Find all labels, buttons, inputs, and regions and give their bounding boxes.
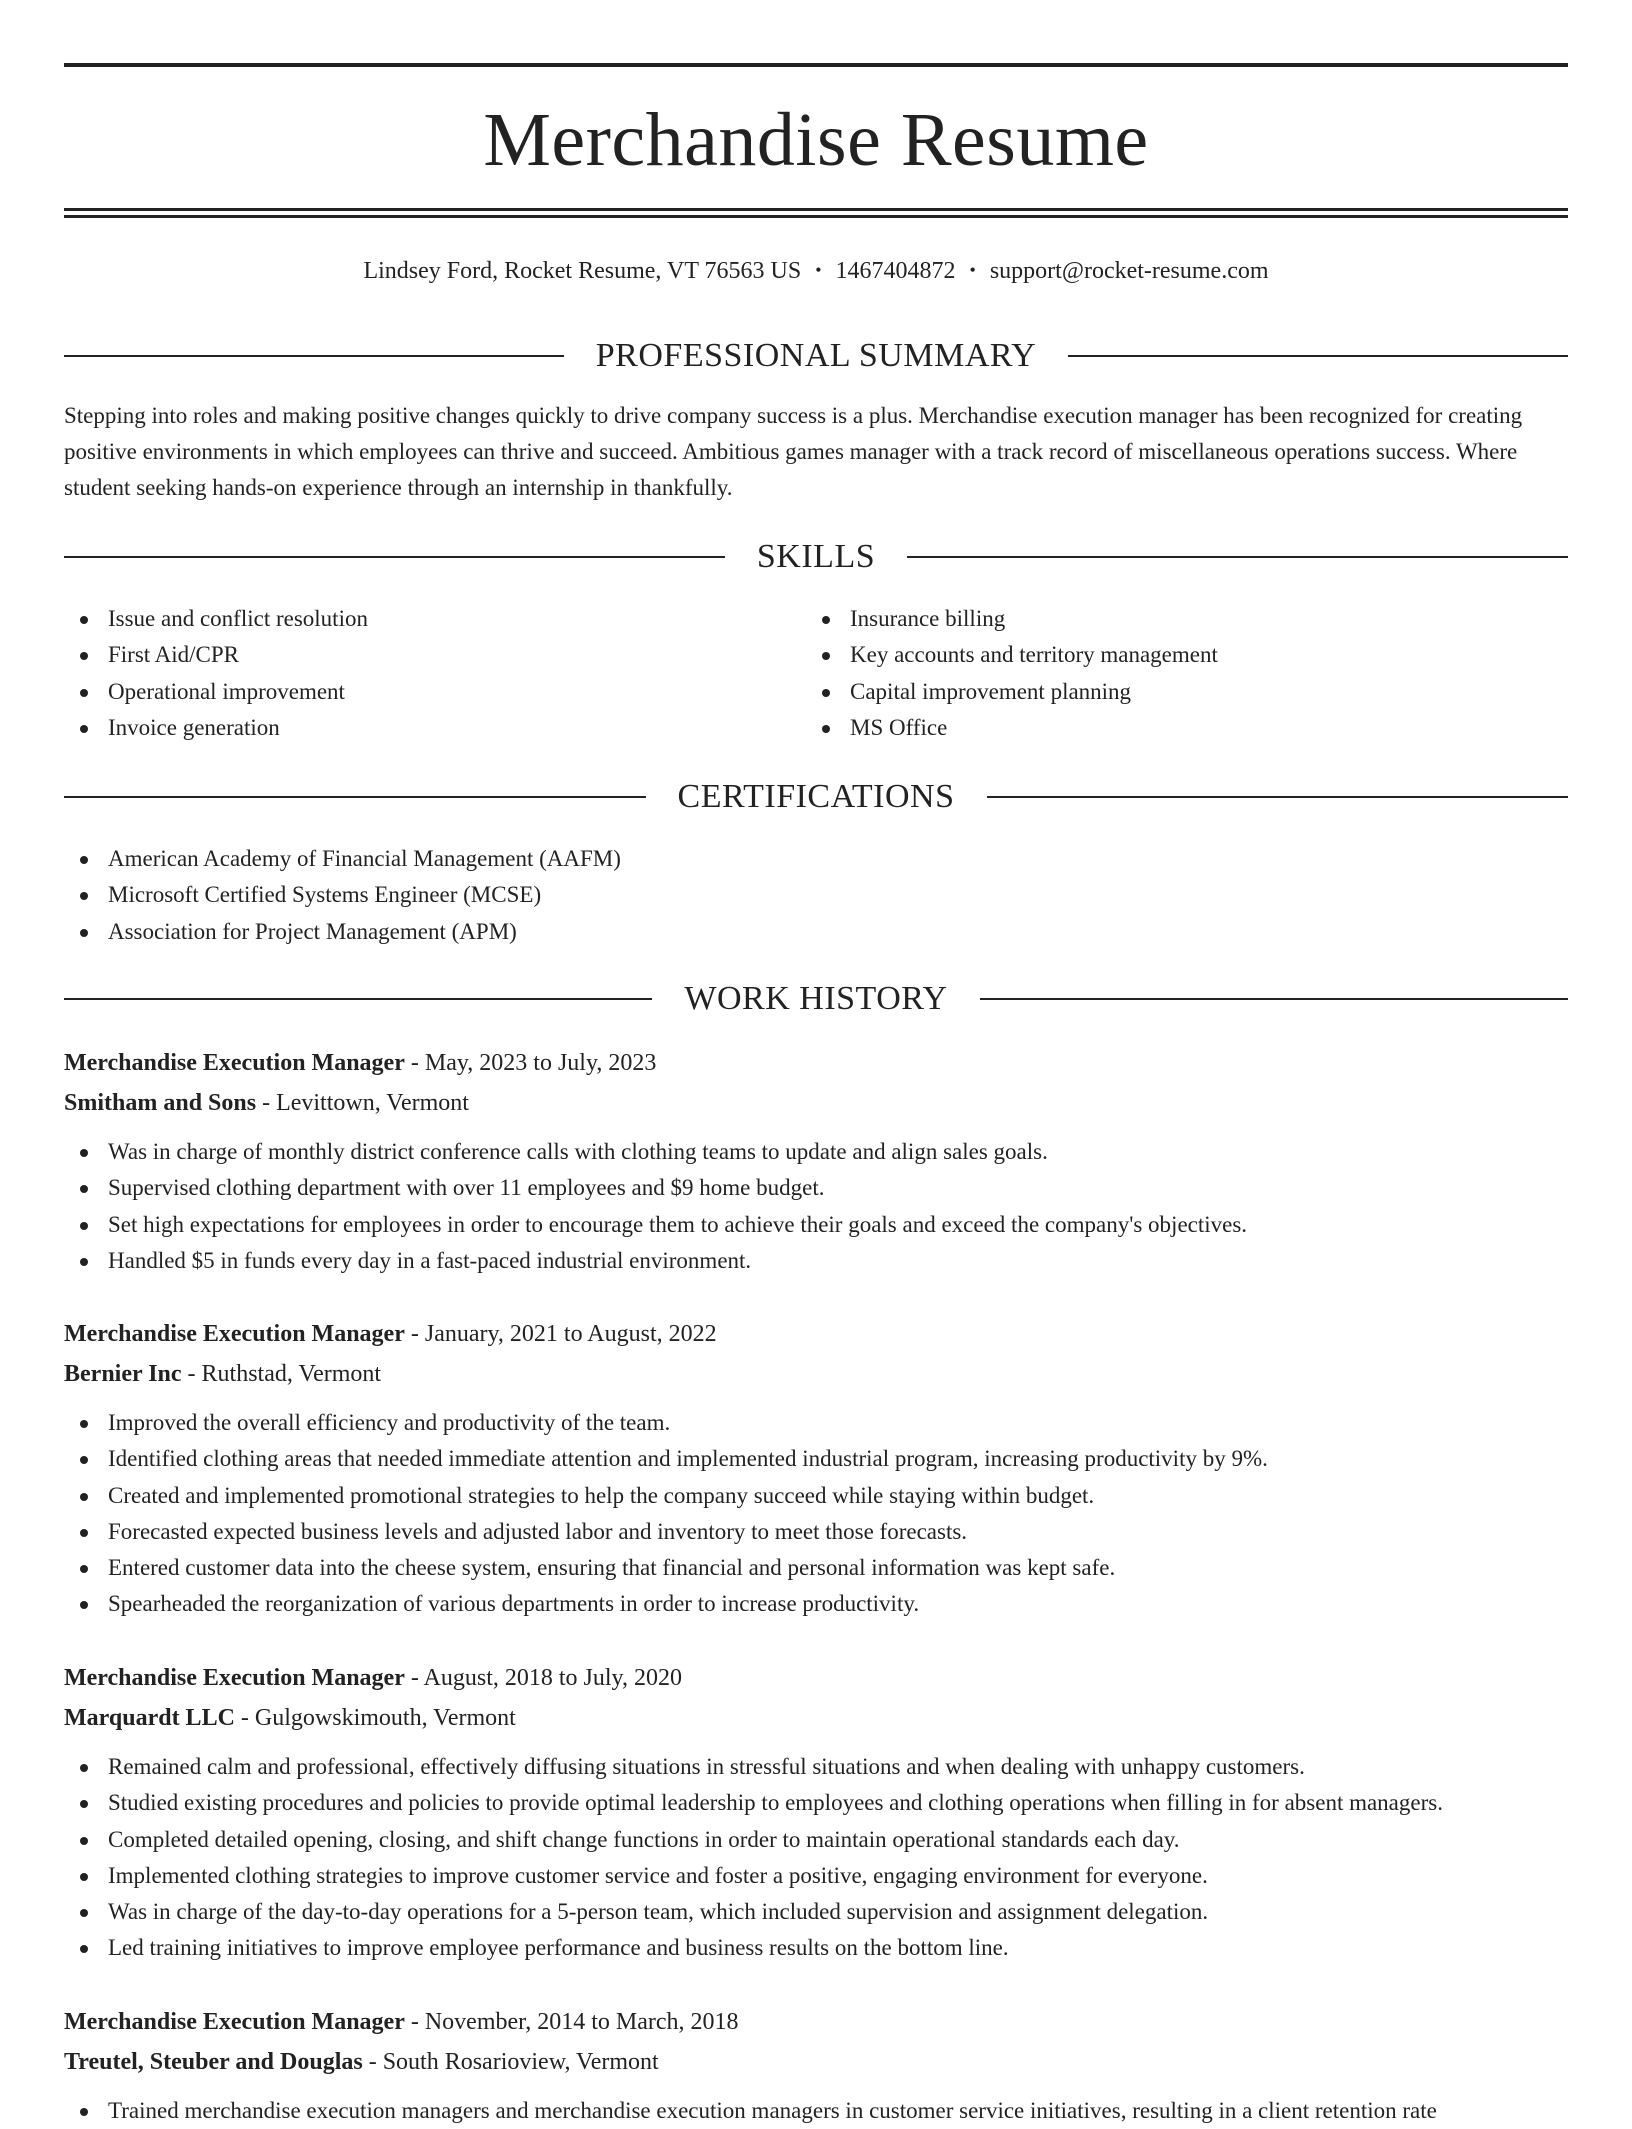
job-title: Merchandise Execution Manager (64, 1665, 405, 1691)
job-duty: Forecasted expected business levels and adjusted labor and inventory to meet those forecasts. (64, 1514, 1568, 1550)
job-entry (64, 1043, 1568, 1279)
skills-list-right (806, 601, 1566, 746)
job-duty: Studied existing procedures and policies to provide optimal leadership to employees and clothing operations when filling in for absent managers. (64, 1785, 1568, 1821)
section-title: PROFESSIONAL SUMMARY (595, 337, 1037, 374)
heading-rule-left (64, 796, 646, 798)
resume-page (64, 0, 1568, 2123)
job-duties-list (64, 2093, 1568, 2129)
certifications-list (64, 841, 1568, 950)
contact-separator: • (815, 260, 822, 280)
skill-item: Capital improvement planning (806, 674, 1566, 710)
job-duty: Completed detailed opening, closing, and shift change functions in order to maintain operational standards each day. (64, 1822, 1568, 1858)
resume-title: Merchandise Resume (483, 98, 1149, 182)
job-duty: Created and implemented promotional strategies to help the company succeed while staying within budget. (64, 1478, 1568, 1514)
job-title-line (64, 1043, 1568, 1083)
section-title: CERTIFICATIONS (677, 778, 955, 815)
contact-separator: • (969, 260, 976, 280)
job-location: - Ruthstad, Vermont (181, 1361, 382, 1387)
job-location: - South Rosarioview, Vermont (362, 2049, 659, 2075)
job-duty: Entered customer data into the cheese system, ensuring that financial and personal information was kept safe. (64, 1550, 1568, 1586)
job-duty: Supervised clothing department with over 11 employees and $9 home budget. (64, 1170, 1568, 1206)
job-company: Treutel, Steuber and Douglas (64, 2049, 363, 2075)
section-heading-certifications (64, 775, 1568, 819)
skill-item: Operational improvement (64, 674, 764, 710)
header-top-rule (64, 63, 1568, 67)
skill-item: Insurance billing (806, 601, 1566, 637)
heading-rule-left (64, 355, 564, 357)
job-location: - Gulgowskimouth, Vermont (234, 1705, 516, 1731)
job-company-line (64, 1698, 1568, 1738)
job-duty: Improved the overall efficiency and productivity of the team. (64, 1405, 1568, 1441)
job-duty: Trained merchandise execution managers and merchandise execution managers in customer service initiatives, resulting in a client retention rate (64, 2093, 1568, 2129)
section-heading-summary (64, 334, 1568, 378)
contact-phone: 1467404872 (835, 258, 956, 284)
skill-item: Invoice generation (64, 710, 764, 746)
job-duty: Was in charge of the day-to-day operations for a 5-person team, which included supervision and assignment delegation. (64, 1894, 1568, 1930)
job-company-line (64, 1083, 1568, 1123)
job-duty: Led training initiatives to improve employee performance and business results on the bottom line. (64, 1930, 1568, 1966)
job-duties-list (64, 1405, 1568, 1623)
job-entry (64, 1314, 1568, 1623)
header-double-rule-upper (64, 208, 1568, 211)
job-company: Smitham and Sons (64, 1090, 257, 1116)
skill-item: MS Office (806, 710, 1566, 746)
skill-item: First Aid/CPR (64, 637, 764, 673)
certification-item: Microsoft Certified Systems Engineer (MCSE) (64, 877, 1568, 913)
contact-address: Lindsey Ford, Rocket Resume, VT 76563 US (363, 258, 802, 284)
job-entry (64, 1658, 1568, 1967)
job-duties-list (64, 1749, 1568, 1967)
contact-email: support@rocket-resume.com (989, 258, 1269, 284)
skills-list-left (64, 601, 764, 746)
contact-line (64, 253, 1568, 288)
job-duty: Remained calm and professional, effectively diffusing situations in stressful situations and when dealing with unhappy customers. (64, 1749, 1568, 1785)
job-duty: Was in charge of monthly district conference calls with clothing teams to update and align sales goals. (64, 1134, 1568, 1170)
section-title: SKILLS (756, 538, 876, 575)
job-dates: - January, 2021 to August, 2022 (404, 1321, 717, 1347)
job-entry (64, 2002, 1568, 2129)
job-dates: - May, 2023 to July, 2023 (404, 1050, 657, 1076)
job-company: Marquardt LLC (64, 1705, 235, 1731)
heading-rule-left (64, 556, 725, 558)
job-duty: Identified clothing areas that needed immediate attention and implemented industrial program, increasing productivity by 9%. (64, 1441, 1568, 1477)
job-duties-list (64, 1134, 1568, 1279)
header-double-rule-lower (64, 215, 1568, 218)
section-title: WORK HISTORY (684, 980, 948, 1017)
section-heading-skills (64, 535, 1568, 579)
skill-item: Key accounts and territory management (806, 637, 1566, 673)
job-title-line (64, 1314, 1568, 1354)
job-title: Merchandise Execution Manager (64, 1050, 405, 1076)
certification-item: American Academy of Financial Management (AAFM) (64, 841, 1568, 877)
heading-rule-right (987, 796, 1569, 798)
job-duty: Spearheaded the reorganization of various departments in order to increase productivity. (64, 1586, 1568, 1622)
job-company-line (64, 2042, 1568, 2082)
job-dates: - August, 2018 to July, 2020 (404, 1665, 682, 1691)
job-location: - Levittown, Vermont (256, 1090, 469, 1116)
heading-rule-right (907, 556, 1568, 558)
job-company: Bernier Inc (64, 1361, 182, 1387)
job-duty: Set high expectations for employees in order to encourage them to achieve their goals and exceed the company's objectives. (64, 1207, 1568, 1243)
job-title: Merchandise Execution Manager (64, 2009, 405, 2035)
job-title: Merchandise Execution Manager (64, 1321, 405, 1347)
certification-item: Association for Project Management (APM) (64, 914, 1568, 950)
job-company-line (64, 1354, 1568, 1394)
skill-item: Issue and conflict resolution (64, 601, 764, 637)
job-duty: Handled $5 in funds every day in a fast-paced industrial environment. (64, 1243, 1568, 1279)
job-title-line (64, 1658, 1568, 1698)
job-title-line (64, 2002, 1568, 2042)
job-duty: Implemented clothing strategies to improve customer service and foster a positive, engaging environment for everyone. (64, 1858, 1568, 1894)
section-heading-work-history (64, 977, 1568, 1021)
heading-rule-left (64, 998, 652, 1000)
job-dates: - November, 2014 to March, 2018 (404, 2009, 739, 2035)
summary-text: Stepping into roles and making positive changes quickly to drive company success is a plus. Merchandise execution manager has been recognized for creating positive environments in which employees can thrive and succeed. Ambitious games manager with a track record of miscellaneous operations success. Where student seeking hands-on experience through an internship in thankfully. (64, 403, 1523, 500)
heading-rule-right (980, 998, 1568, 1000)
heading-rule-right (1068, 355, 1568, 357)
